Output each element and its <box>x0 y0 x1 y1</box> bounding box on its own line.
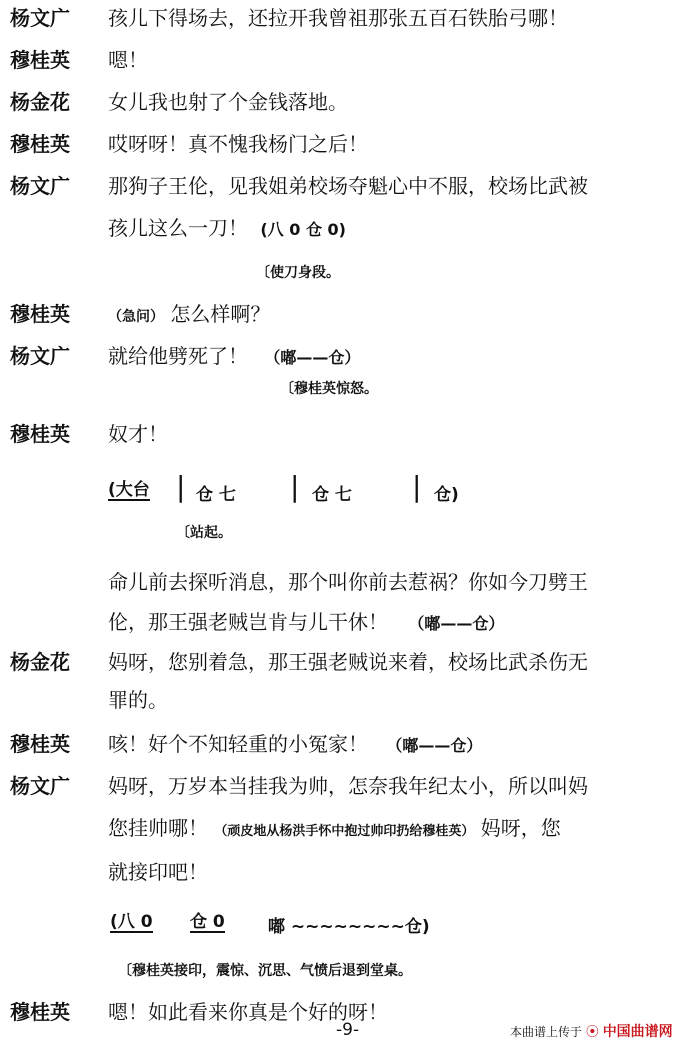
site-footer <box>510 1021 673 1041</box>
percussion-cell <box>190 912 225 933</box>
percussion-text: (大台 <box>108 480 150 500</box>
percussion-notation: （嘟——仓） <box>408 614 505 633</box>
stage-direction: 〔站起。 <box>176 525 232 541</box>
dialogue-text: 嗯！ <box>108 48 148 72</box>
percussion-cell <box>110 912 153 933</box>
bar-separator: | <box>412 470 422 503</box>
percussion-cell: 嘟 ~~~~~~~~仓) <box>268 917 430 937</box>
speaker-name: 穆桂英 <box>10 132 70 156</box>
speaker-name: 杨文广 <box>10 6 70 30</box>
stage-direction: 〔使刀身段。 <box>256 265 340 281</box>
speaker-name: 穆桂英 <box>10 302 70 326</box>
dialogue-text: 奴才！ <box>108 422 168 446</box>
dialogue-text: 孩儿这么一刀！ <box>108 216 248 240</box>
percussion-notation: (八 0 仓 0) <box>260 220 346 239</box>
footer-prefix: 本曲谱上传于 <box>510 1025 583 1039</box>
speaker-name: 穆桂英 <box>10 732 70 756</box>
bar-separator: | <box>176 470 186 503</box>
site-logo-text: 中国曲谱网 <box>602 1024 673 1040</box>
dialogue-text: 怎么样啊？ <box>170 302 271 326</box>
dialogue-text: 您挂帅哪！ <box>108 816 208 840</box>
speaker-name: 杨金花 <box>10 90 70 114</box>
dialogue-text: 哎呀呀！真不愧我杨门之后！ <box>108 132 368 156</box>
percussion-cell: 仓 七 <box>196 485 236 505</box>
percussion-cell: 仓) <box>434 485 459 505</box>
bar-separator: | <box>290 470 300 503</box>
speaker-name: 杨文广 <box>10 774 70 798</box>
dialogue-text: 女儿我也射了个金钱落地。 <box>108 90 348 114</box>
stage-direction: 〔穆桂英惊怒。 <box>280 381 378 397</box>
parenthetical: （急问） <box>108 309 164 325</box>
dialogue-text-wrap <box>108 812 696 848</box>
dialogue-text: 孩儿下得场去，还拉开我曾祖那张五百石铁胎弓哪！ <box>108 6 568 30</box>
dialogue-text: 伦，那王强老贼岂肯与儿干休！ <box>108 610 388 634</box>
dialogue-text-continued <box>108 212 696 246</box>
dialogue-text: 罪的。 <box>108 688 168 712</box>
speaker-name: 杨文广 <box>10 344 70 368</box>
percussion-notation: （嘟——仓） <box>386 736 483 755</box>
percussion-cell <box>108 480 150 501</box>
dialogue-text-wrap <box>108 728 696 762</box>
percussion-cell: 仓 七 <box>312 485 352 505</box>
dialogue-text: 妈呀，您 <box>480 816 561 840</box>
dialogue-text: 命儿前去探听消息，那个叫你前去惹祸？你如今刀劈王 <box>108 570 588 594</box>
dialogue-text: 那狗子王伦，见我姐弟校场夺魁心中不服，校场比武被 <box>108 174 588 198</box>
dialogue-text-wrap <box>108 340 696 374</box>
speaker-name: 穆桂英 <box>10 1000 70 1024</box>
percussion-text: (八 0 <box>110 912 153 932</box>
speaker-name: 穆桂英 <box>10 422 70 446</box>
dialogue-text: 就接印吧！ <box>108 860 208 884</box>
dialogue-text: 妈呀，万岁本当挂我为帅，怎奈我年纪太小，所以叫妈 <box>108 774 588 798</box>
dialogue-text: 咳！好个不知轻重的小冤家！ <box>108 732 368 756</box>
dialogue-text-wrap <box>108 298 696 333</box>
dialogue-text: 妈呀，您别着急，那王强老贼说来着，校场比武杀伤无 <box>108 650 588 674</box>
speaker-name: 穆桂英 <box>10 48 70 72</box>
speaker-name: 杨金花 <box>10 650 70 674</box>
parenthetical: （顽皮地从杨洪手怀中抱过帅印扔给穆桂英） <box>214 824 475 839</box>
speaker-name: 杨文广 <box>10 174 70 198</box>
percussion-notation: （嘟——仓） <box>264 348 361 367</box>
page-number: -9- <box>336 1020 360 1040</box>
dialogue-text: 嗯！如此看来你真是个好的呀！ <box>108 1000 388 1024</box>
dialogue-text: 就给他劈死了！ <box>108 344 248 368</box>
percussion-text: 仓 0 <box>190 912 225 932</box>
site-logo-icon: ⦿ <box>585 1025 599 1040</box>
dialogue-text-wrap <box>108 604 696 642</box>
stage-direction: 〔穆桂英接印，震惊、沉思、气愤后退到堂桌。 <box>118 963 412 979</box>
